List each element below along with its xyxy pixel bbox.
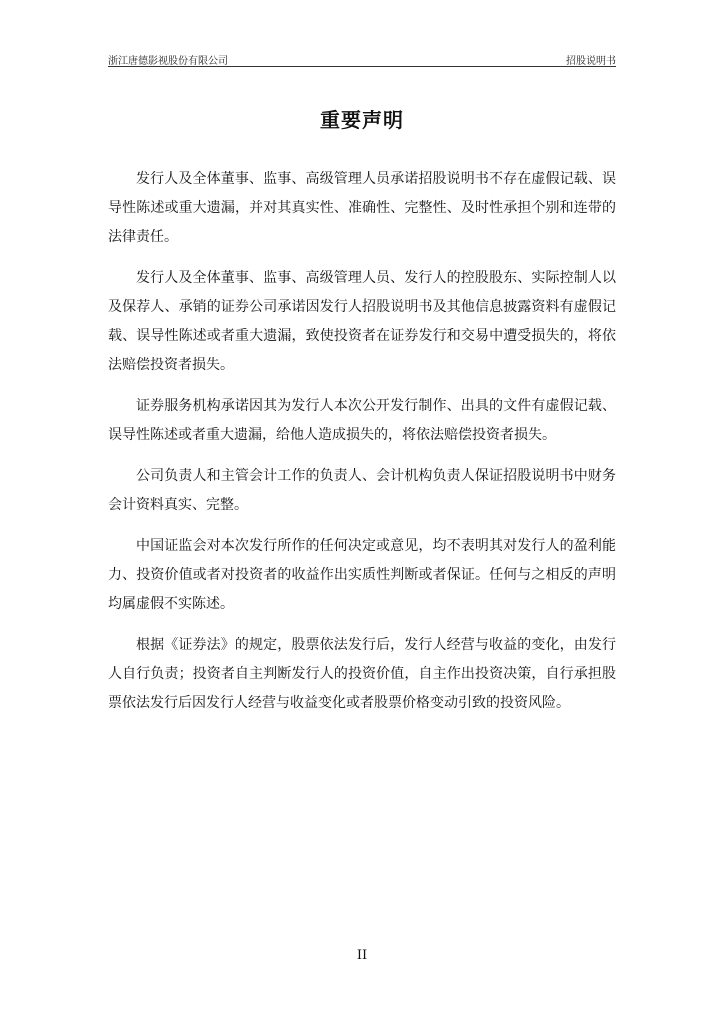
paragraph: 发行人及全体董事、监事、高级管理人员、发行人的控股股东、实际控制人以及保荐人、承销的证券公司承诺因发行人招股说明书及其他信息披露资料有虚假记载、误导性陈述或者重大遗漏，致使投资者在证券发行和交易中遭受损失的，将依法赔偿投资者损失。 xyxy=(108,270,616,373)
header-company-name: 浙江唐德影视股份有限公司 xyxy=(108,56,228,67)
paragraph: 证券服务机构承诺因其为发行人本次公开发行制作、出具的文件有虚假记载、误导性陈述或者重大遗漏，给他人造成损失的，将依法赔偿投资者损失。 xyxy=(108,398,616,443)
paragraph: 中国证监会对本次发行所作的任何决定或意见，均不表明其对发行人的盈利能力、投资价值或者对投资者的收益作出实质性判断或者保证。任何与之相反的声明均属虚假不实陈述。 xyxy=(108,538,616,612)
header-divider xyxy=(108,66,616,67)
paragraph: 公司负责人和主管会计工作的负责人、会计机构负责人保证招股说明书中财务会计资料真实、完整。 xyxy=(108,468,616,513)
header-document-type: 招股说明书 xyxy=(566,56,616,67)
declaration-body xyxy=(108,165,616,730)
paragraph: 根据《证券法》的规定，股票依法发行后，发行人经营与收益的变化，由发行人自行负责；投资者自主判断发行人的投资价值，自主作出投资决策，自行承担股票依法发行后因发行人经营与收益变化或者股票价格变动引致的投资风险。 xyxy=(108,637,616,711)
page-number: II xyxy=(356,948,368,963)
paragraph: 发行人及全体董事、监事、高级管理人员承诺招股说明书不存在虚假记载、误导性陈述或重大遗漏，并对其真实性、准确性、完整性、及时性承担个别和连带的法律责任。 xyxy=(108,171,616,245)
page-title: 重要声明 xyxy=(320,108,404,132)
